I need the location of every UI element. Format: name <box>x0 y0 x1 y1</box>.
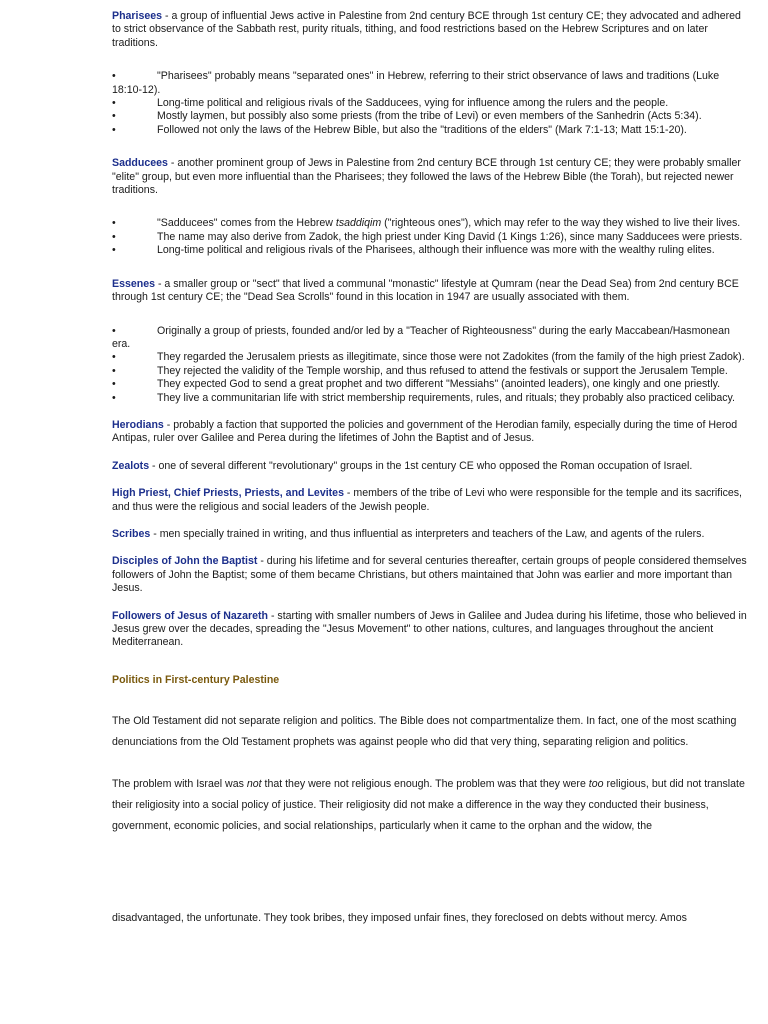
bullet-icon: • <box>112 364 116 377</box>
essenes-def-text: - a smaller group or "sect" that lived a communal "monastic" lifestyle at Qumram (near the Dead Sea) from 2nd century BCE through 1st century CE; the "Dead Sea Scrolls" found in this location in 1947 are usually associated with them. <box>112 277 739 304</box>
entry-def-text: - during his lifetime and for several centuries thereafter, certain groups of people considered themselves followers of John the Baptist; some of them became Christians, but others maintained that John was earlier and more important than Jesus. <box>112 555 747 595</box>
list-item-text: ("righteous ones"), which may refer to the way they wished to live their lives. <box>381 217 741 230</box>
pharisees-term: Pharisees <box>112 10 163 22</box>
list-item-text: "Sadducees" comes from the Hebrew <box>157 217 336 230</box>
sadducees-definition <box>112 157 748 197</box>
bullet-icon: • <box>112 351 116 364</box>
bullet-icon: • <box>112 230 116 243</box>
list-item <box>112 392 748 405</box>
zealots-entry <box>112 460 748 473</box>
sadducees-def-text: - another prominent group of Jews in Palestine from 2nd century BCE through 1st century CE; they were probably smaller "elite" group, but even more influential than the Pharisees; they followed the laws of the Hebrew Bible (the Torah), but rejected newer traditions. <box>112 157 741 197</box>
essenes-bullets <box>112 325 748 405</box>
jesus-followers-term: Followers of Jesus of Nazareth <box>112 609 268 622</box>
list-item <box>112 110 748 123</box>
bullet-icon: • <box>112 324 116 337</box>
essenes-term: Essenes <box>112 277 155 290</box>
list-item <box>112 244 748 257</box>
priests-entry <box>112 487 748 514</box>
jesus-followers-entry <box>112 610 748 650</box>
entry-def-text: - starting with smaller numbers of Jews in Galilee and Judea during his lifetime, those who believed in Jesus grew over the decades, spreading the "Jesus Movement" to other nations, cultures, and languages throughout the ancient Mediterranean. <box>112 609 747 649</box>
sadducees-bullets <box>112 217 748 257</box>
list-item-text: Followed not only the laws of the Hebrew Bible, but also the "traditions of the elders" (Mark 7:1-13; Matt 15:1-20). <box>157 123 687 136</box>
list-item <box>112 325 748 352</box>
politics-paragraph-3: disadvantaged, the unfortunate. They took bribes, they imposed unfair fines, they foreclosed on debts without mercy. Amos <box>112 912 687 925</box>
list-item-text: They rejected the validity of the Temple worship, and thus refused to attend the festivals or support the Jerusalem Temple. <box>157 364 728 377</box>
list-item-text: Long-time political and religious rivals of the Sadducees, vying for influence among the rulers and the people. <box>157 97 669 110</box>
bullet-icon: • <box>112 244 116 257</box>
prose-text: religious, but did not translate their religiosity into a social policy of justice. Their religiosity did not make a difference in the way they conducted their business, government, economic policies, and social relationships, particularly when it came to the orphan and the widow, the <box>112 778 745 833</box>
pharisees-def-text: - a group of influential Jews active in Palestine from 2nd century BCE through 1st century CE; they advocated and adhered to strict observance of the Sabbath rest, purity rituals, tithing, and food restrictions based on the Hebrew Scriptures and on later traditions. <box>112 10 741 49</box>
entry-def-text: - probably a faction that supported the policies and government of the Herodian family, especially during the time of Herod Antipas, ruler over Galilee and Perea during the lifetimes of John the Baptist and of Jesus. <box>112 418 738 445</box>
list-item-text: They regarded the Jerusalem priests as illegitimate, since those were not Zadokites (from the family of the high priest Zadok). <box>157 351 745 364</box>
pharisees-section <box>112 10 748 50</box>
essenes-section <box>112 278 748 305</box>
bullet-icon: • <box>112 97 116 110</box>
entry-def-text: - members of the tribe of Levi who were responsible for the temple and its sacrifices, and thus were the religious and social leaders of the Jewish people. <box>112 487 742 513</box>
bullet-icon: • <box>112 217 116 230</box>
document-page <box>112 10 748 950</box>
herodians-entry <box>112 419 748 446</box>
list-item <box>112 70 748 97</box>
list-item-text: They expected God to send a great prophet and two different "Messiahs" (anointed leaders), one kingly and one priestly. <box>157 378 721 391</box>
list-item <box>112 351 748 364</box>
politics-paragraph-1: The Old Testament did not separate religion and politics. The Bible does not compartmentalize them. In fact, one of the most scathing denunciations from the Old Testament prophets was against people who did that very thing, separating religion and politics. <box>112 715 737 749</box>
scribes-term: Scribes <box>112 527 151 540</box>
list-item-text: The name may also derive from Zadok, the high priest under King David (1 Kings 1:26), since many Sadducees were priests. <box>157 230 743 243</box>
list-item <box>112 124 748 137</box>
list-item <box>112 231 748 244</box>
list-item-text: Mostly laymen, but possibly also some priests (from the tribe of Levi) or even members of the Sanhedrin (Acts 5:34). <box>157 110 702 123</box>
list-item <box>112 378 748 391</box>
section-heading: Politics in First-century Palestine <box>112 673 280 686</box>
list-item <box>112 97 748 110</box>
entry-def-text: - men specially trained in writing, and thus influential as interpreters and teachers of the Law, and agents of the rulers. <box>150 527 705 540</box>
list-item <box>112 365 748 378</box>
zealots-term: Zealots <box>112 459 150 472</box>
sadducees-term: Sadducees <box>112 157 168 170</box>
list-item-text: "Pharisees" probably means "separated ones" in Hebrew, referring to their strict observance of laws and traditions (Luke 18:10-12). <box>112 70 720 96</box>
prose-text: that they were not religious enough. The problem was that they were <box>261 778 589 791</box>
list-item-text: Originally a group of priests, founded and/or led by a "Teacher of Righteousness" during the early Maccabean/Hasmonean era. <box>112 324 730 350</box>
bullet-icon: • <box>112 391 116 404</box>
pharisees-definition <box>112 10 748 50</box>
john-disciples-term: Disciples of John the Baptist <box>112 555 258 568</box>
pharisees-bullets <box>112 70 748 137</box>
herodians-term: Herodians <box>112 418 164 431</box>
list-item-text: They live a communitarian life with strict membership requirements, rules, and rituals; they probably also practiced celibacy. <box>157 391 735 404</box>
essenes-definition <box>112 278 748 305</box>
priests-term: High Priest, Chief Priests, Priests, and Levites <box>112 487 344 500</box>
prose-text: The problem with Israel was <box>112 778 247 791</box>
sadducees-section <box>112 157 748 197</box>
list-item-text: Long-time political and religious rivals of the Pharisees, although their influence was more with the wealthy ruling elites. <box>157 244 715 257</box>
bullet-icon: • <box>112 110 116 123</box>
john-disciples-entry <box>112 555 748 595</box>
politics-paragraph-2 <box>112 774 748 837</box>
emphasis-text: too <box>588 778 604 791</box>
page-gap <box>112 858 748 908</box>
bullet-icon: • <box>112 123 116 136</box>
scribes-entry <box>112 528 748 541</box>
bullet-icon: • <box>112 70 116 83</box>
hebrew-word: tsaddiqim <box>335 217 382 230</box>
bullet-icon: • <box>112 378 116 391</box>
entry-def-text: - one of several different "revolutionary" groups in the 1st century CE who opposed the Roman occupation of Israel. <box>149 459 693 472</box>
list-item <box>112 217 748 230</box>
emphasis-text: not <box>246 778 262 791</box>
